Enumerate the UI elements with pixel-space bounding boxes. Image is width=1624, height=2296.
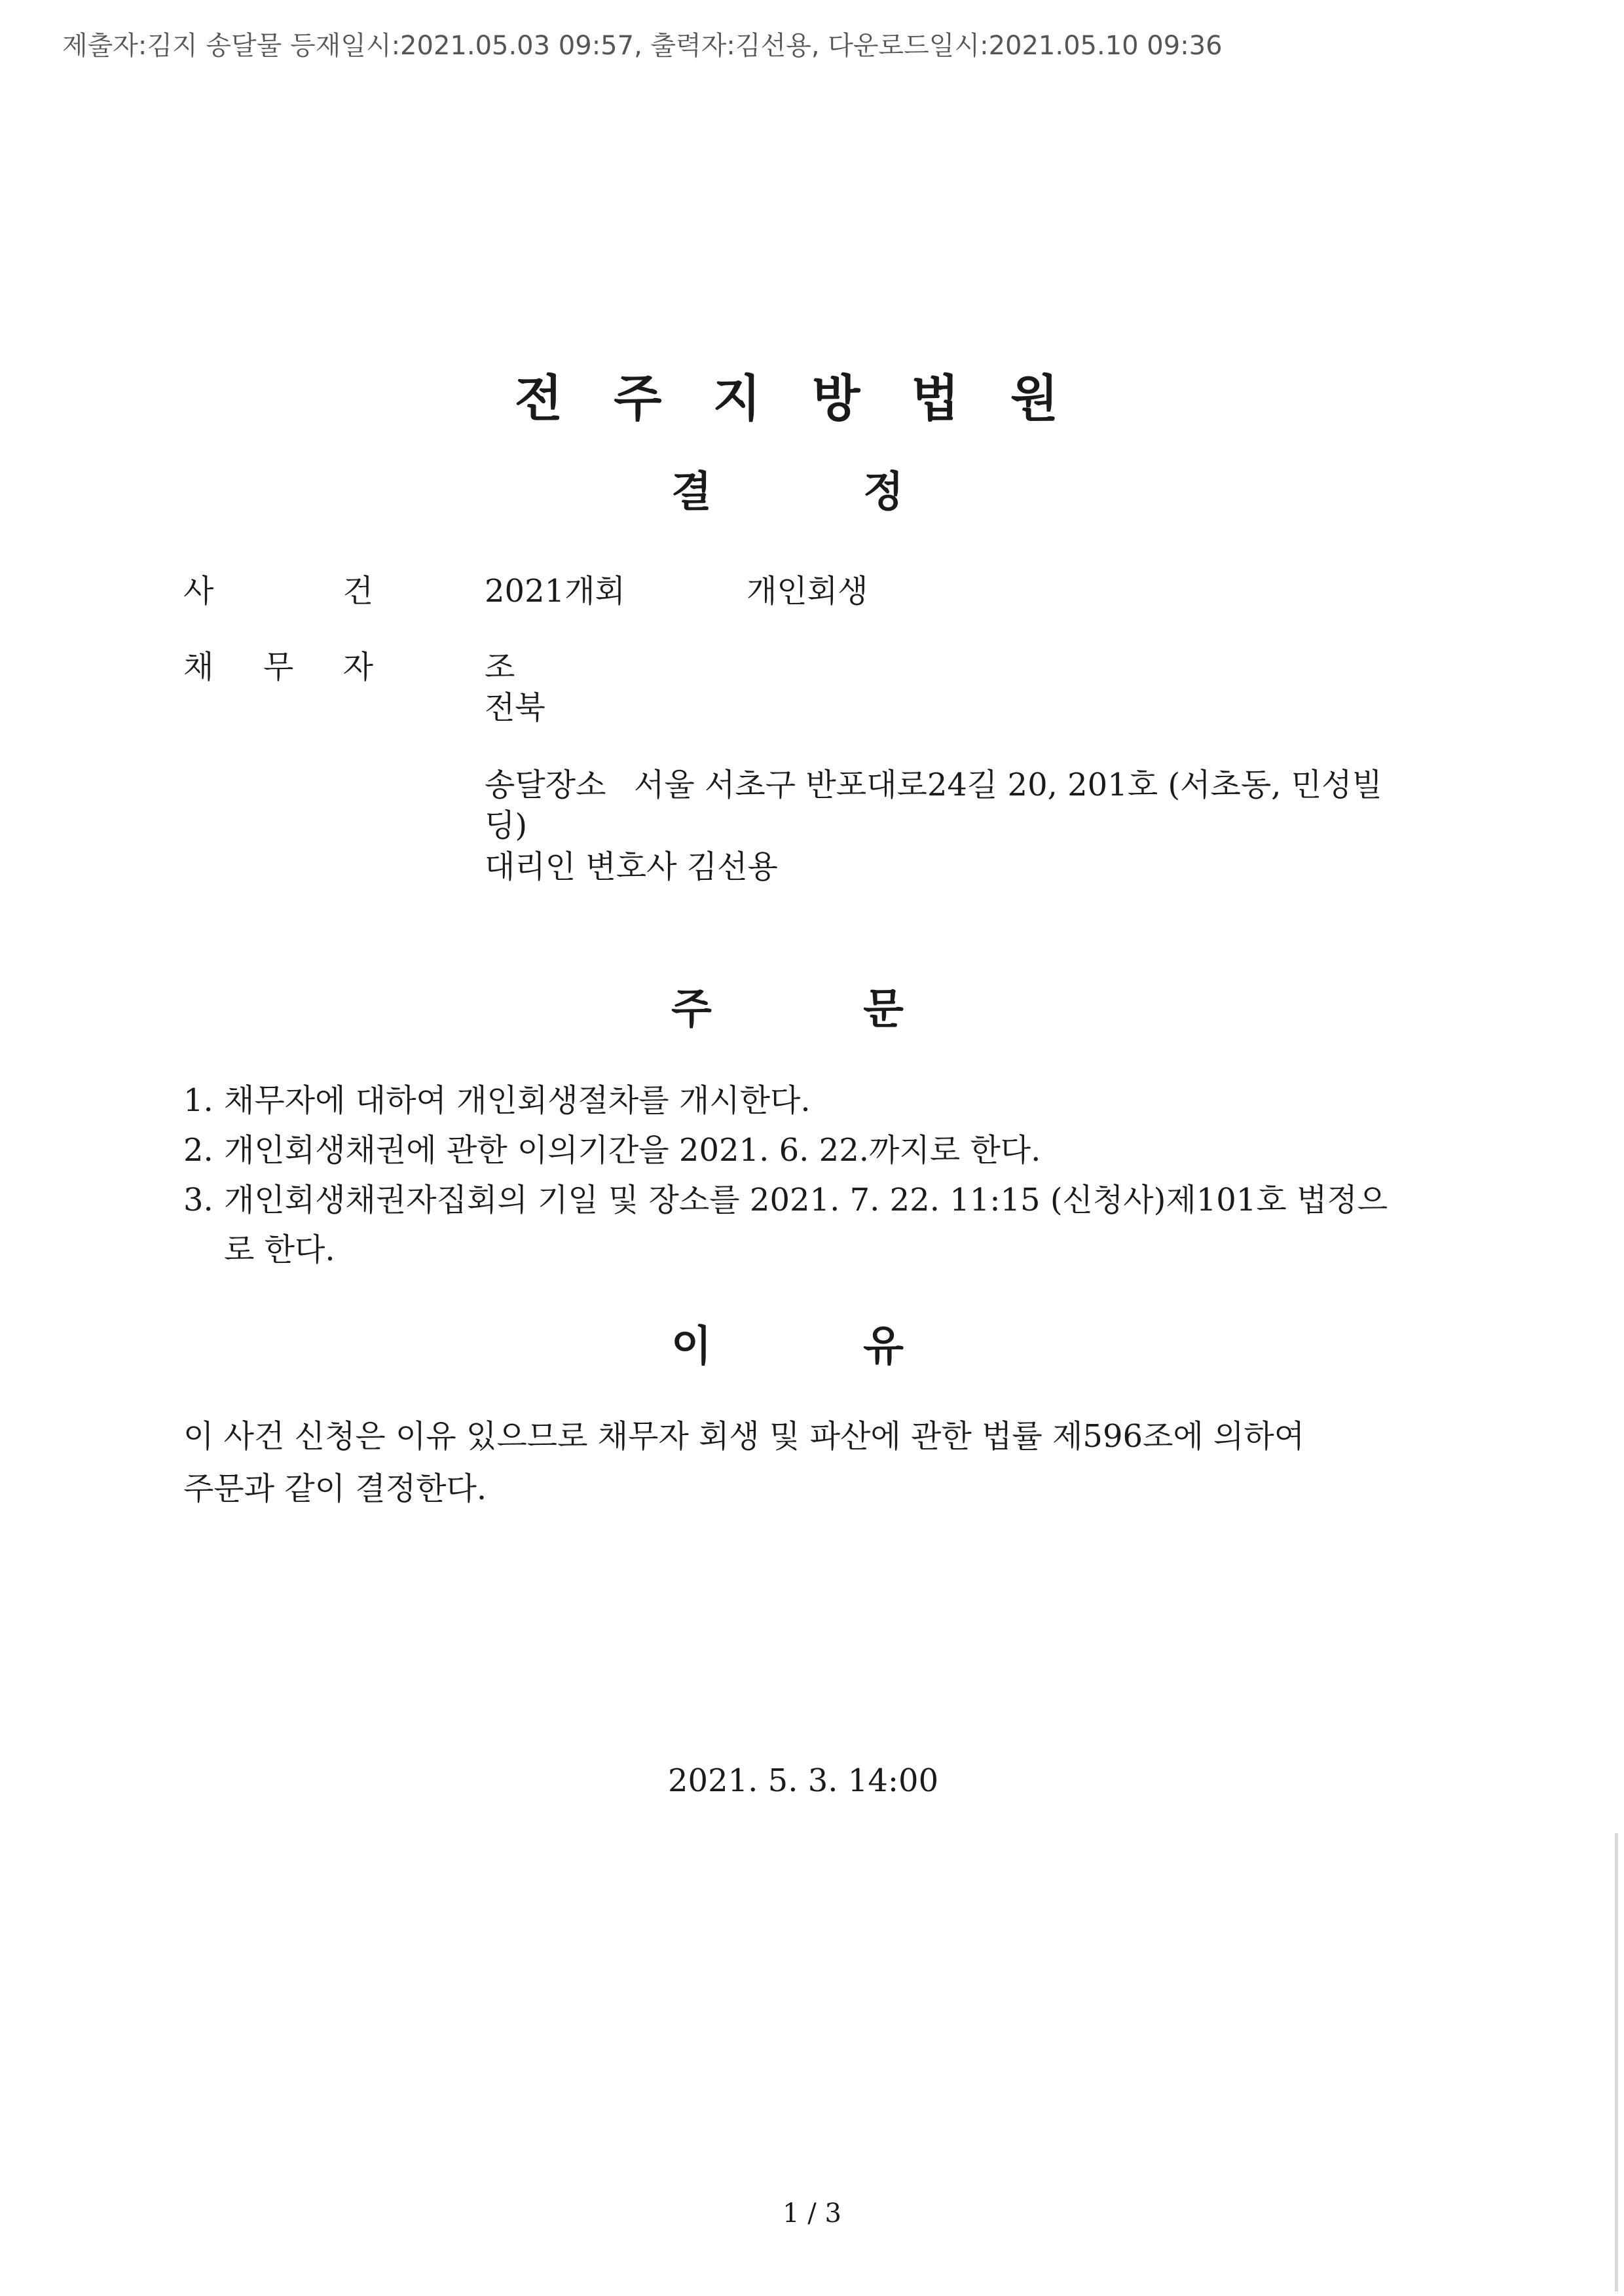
case-number: 2021개회 <box>485 573 625 610</box>
case-type: 개인회생 <box>747 573 868 610</box>
order-item-cont: 로 한다. <box>224 1231 335 1268</box>
debtor-label: 채 무 자 <box>183 649 373 685</box>
document-title <box>671 458 904 519</box>
decision-date: 2021. 5. 3. 14:00 <box>668 1762 939 1799</box>
reason-text: 이 사건 신청은 이유 있으므로 채무자 회생 및 파산에 관한 법률 제596조에 의하여 <box>183 1418 1305 1455</box>
scan-edge-mark <box>1615 1833 1618 2291</box>
reason-heading: 이 유 <box>671 1322 904 1371</box>
delivery-address: 서울 서초구 반포대로24길 20, 201호 (서초동, 민성빌 <box>634 767 1382 803</box>
reason-text-cont: 주문과 같이 결정한다. <box>183 1470 487 1507</box>
delivery-label: 송달장소 <box>485 767 606 803</box>
order-item: 1. 채무자에 대하여 개인회생절차를 개시한다. <box>183 1082 811 1119</box>
debtor-address: 전북 <box>485 689 545 726</box>
order-item: 2. 개인회생채권에 관한 이의기간을 2021. 6. 22.까지로 한다. <box>183 1132 1041 1169</box>
page-number: 1 / 3 <box>783 2198 841 2229</box>
court-name: 전주지방법원 <box>514 369 1110 428</box>
order-heading: 주 문 <box>671 985 904 1034</box>
debtor-name: 조 <box>485 649 515 685</box>
agent: 대리인 변호사 김선용 <box>485 848 778 885</box>
delivery-address-cont: 딩) <box>485 807 528 844</box>
title-char: 정 <box>863 468 904 517</box>
title-char: 결 <box>671 468 712 517</box>
order-item: 3. 개인회생채권자집회의 기일 및 장소를 2021. 7. 22. 11:15 (신청사)제101호 법정으 <box>183 1182 1388 1218</box>
scan-header: 제출자:김지 송달물 등재일시:2021.05.03 09:57, 출력자:김선용, 다운로드일시:2021.05.10 09:36 <box>62 31 1223 61</box>
case-label: 사 건 <box>183 573 373 610</box>
